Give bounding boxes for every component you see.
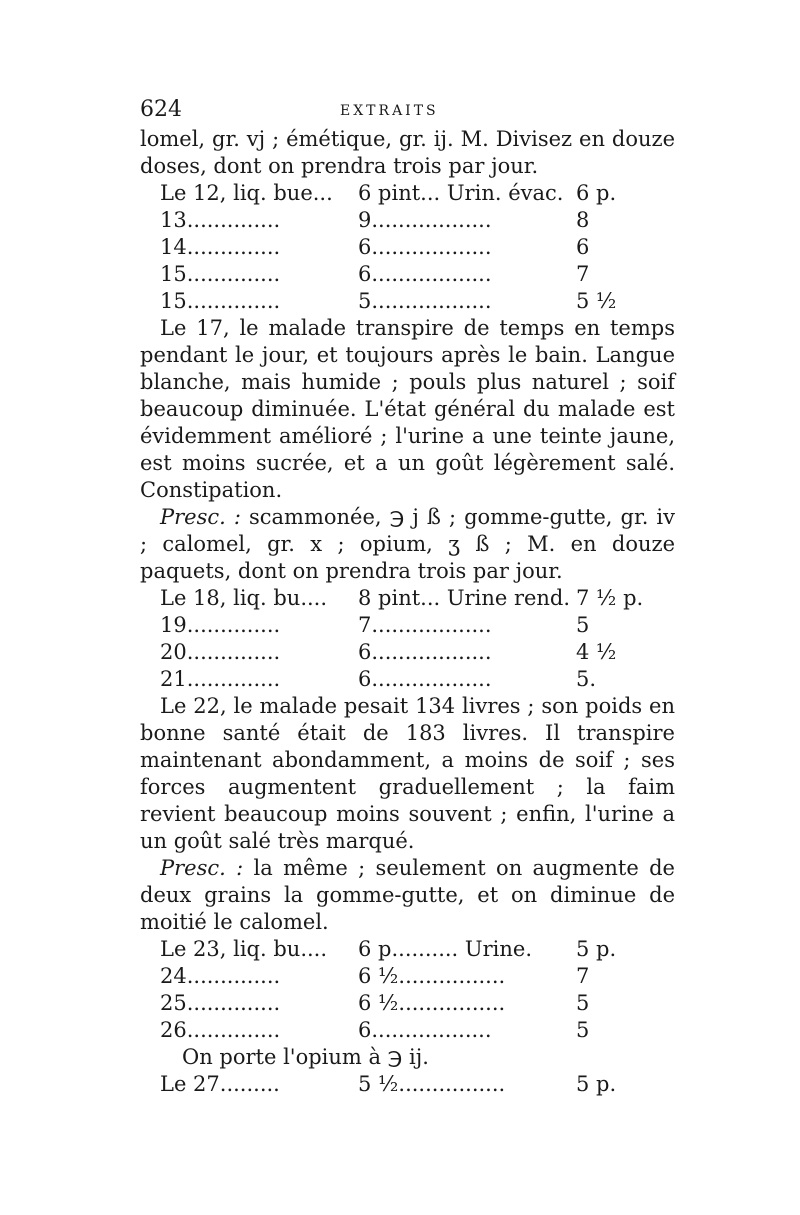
note-opium: On porte l'opium à ℈ ij. xyxy=(182,1045,429,1069)
running-head: EXTRAITS xyxy=(340,103,439,119)
prescription-label: Presc. : xyxy=(160,856,244,880)
prescription-1 xyxy=(140,504,675,585)
table-row: 15.............. 5.................. 5 ½ xyxy=(160,289,617,313)
table-row: 25.............. 6 ½................ 5 xyxy=(160,991,590,1015)
page-number: 624 xyxy=(140,97,182,122)
paragraph-opening: lomel, gr. vj ; émétique, gr. ij. M. Divisez en douze doses, dont on prendra trois par jour. xyxy=(140,127,675,178)
prescription-2 xyxy=(140,855,675,936)
table-row: 19.............. 7.................. 5 xyxy=(160,613,590,637)
table-row: 14.............. 6.................. 6 xyxy=(160,235,590,259)
prescription-text: scammonée, ℈ j ß ; gomme-gutte, gr. iv ; calomel, gr. x ; opium, ʒ ß ; M. en douze paquets, dont on prendra trois par jour. xyxy=(140,505,675,583)
table-row: 13.............. 9.................. 8 xyxy=(160,208,590,232)
table-row: 15.............. 6.................. 7 xyxy=(160,262,590,286)
table-row: 20.............. 6.................. 4 ½ xyxy=(160,640,617,664)
table-row: Le 18, liq. bu.... 8 pint... Urine rend. 7 ½ p. xyxy=(160,586,644,610)
table-row: Le 23, liq. bu.... 6 p.......... Urine. 5 p. xyxy=(160,937,617,961)
table-row: 24.............. 6 ½................ 7 xyxy=(160,964,590,988)
table-row: Le 12, liq. bue... 6 pint... Urin. évac. 6 p. xyxy=(160,181,617,205)
book-page xyxy=(140,96,675,1098)
table-row: 21.............. 6.................. 5. xyxy=(160,667,597,691)
paragraph-day-17: Le 17, le malade transpire de temps en temps pendant le jour, et toujours après le bain. Langue blanche, mais humide ; pouls plus naturel ; soif beaucoup diminuée. L'état général du malade est évidemment amélioré ; l'urine a une teinte jaune, est moins sucrée, et a un goût légèrement salé. Constipation. xyxy=(140,316,675,502)
table-daily-1 xyxy=(140,180,675,315)
table-daily-3 xyxy=(140,936,675,1044)
page-header xyxy=(140,96,675,124)
paragraph-day-22: Le 22, le malade pesait 134 livres ; son poids en bonne santé était de 183 livres. Il transpire maintenant abondamment, a moins de soif ; ses forces augmentent graduellement ; la faim revient beaucoup moins souvent ; enfin, l'urine a un goût salé très marqué. xyxy=(140,694,675,853)
table-daily-2 xyxy=(140,585,675,693)
table-row: 26.............. 6.................. 5 xyxy=(160,1018,590,1042)
prescription-text: la même ; seulement on augmente de deux grains la gomme-gutte, et on diminue de moitié le calomel. xyxy=(140,856,675,934)
prescription-label: Presc. : xyxy=(160,505,241,529)
table-row-final: Le 27......... 5 ½................ 5 p. xyxy=(160,1072,617,1096)
